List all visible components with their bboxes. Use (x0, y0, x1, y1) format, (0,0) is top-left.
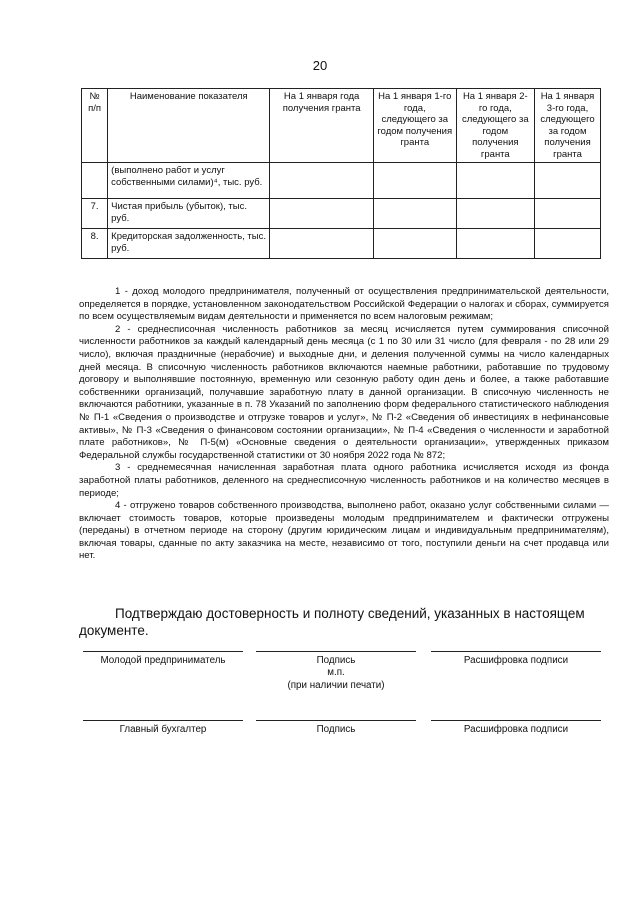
row-number: 8. (82, 229, 108, 259)
decryption-label: Расшифровка подписи (463, 655, 569, 666)
entrepreneur-label: Молодой предприниматель (100, 655, 226, 666)
header-indicator-name: Наименование показателя (108, 89, 270, 163)
row-number: 7. (82, 199, 108, 229)
decryption-line-2 (431, 720, 601, 721)
value-cell (373, 163, 456, 199)
footnote-2: 2 - среднесписочная численность работников за месяц исчисляется путем суммирования списочной численности работников за каждый календарный день месяца (с 1 по 30 или 31 число (для февраля - по 28 или 29 число), включая праздничные (нерабочие) и выходные дни, и деления полученной суммы на число календарных дней месяца. В списочную численность работников включаются наемные работники, работавшие по трудовому договору и выполнявшие постоянную, временную или сезонную работу один день и более, а также работавшие собственники организаций, получавшие заработную плату в данной организации. В списочную численность не включаются работники, указанные в п. 78 Указаний по заполнению форм федерального статистического наблюдения № П-1 «Сведения о производстве и отгрузке товаров и услуг», № П-2 «Сведения об инвестициях в нефинансовые активы», № П-3 «Сведения о финансовом состоянии организации», № П-4 «Сведения о численности и заработной плате работников», № П-5(м) «Основные сведения о деятельности организации», утвержденных приказом Федеральной службы государственной статистики от 30 ноября 2022 года № 872; (79, 323, 609, 461)
value-cell (373, 229, 456, 259)
value-cell (456, 199, 534, 229)
confirmation-statement: Подтверждаю достоверность и полноту сведений, указанных в настоящем документе. (79, 606, 585, 638)
value-cell (535, 199, 601, 229)
row-number (82, 163, 108, 199)
table-row (82, 229, 601, 259)
header-grant-year: На 1 января года получения гранта (270, 89, 374, 163)
header-year-1: На 1 января 1-го года, следующего за годом получения гранта (373, 89, 456, 163)
header-number: № п/п (82, 89, 108, 163)
value-cell (373, 199, 456, 229)
table-row (82, 199, 601, 229)
stamp-note: (при наличии печати) (287, 680, 385, 691)
header-year-2: На 1 января 2-го года, следующего за годом получения гранта (456, 89, 534, 163)
table-row (82, 163, 601, 199)
signature-label: Подпись (316, 655, 356, 666)
value-cell (270, 163, 374, 199)
value-cell (270, 199, 374, 229)
value-cell (270, 229, 374, 259)
value-cell (535, 229, 601, 259)
accountant-label: Главный бухгалтер (119, 724, 207, 735)
signature-line (256, 651, 416, 652)
signature-line-2 (256, 720, 416, 721)
value-cell (535, 163, 601, 199)
stamp-label: м.п. (327, 667, 345, 678)
row-indicator-name: Кредиторская задолженность, тыс. руб. (108, 229, 270, 259)
decryption-line (431, 651, 601, 652)
accountant-line (83, 720, 243, 721)
value-cell (456, 163, 534, 199)
row-indicator-name: (выполнено работ и услуг собственными силами)⁴, тыс. руб. (108, 163, 270, 199)
signature-label-2: Подпись (316, 724, 356, 735)
footnote-4: 4 - отгружено товаров собственного производства, выполнено работ, оказано услуг собственными силами — включает стоимость товаров, которые произведены молодым предпринимателем и фактически отгружены (переданы) в отчетном периоде на сторону (другим юридическим лицам и индивидуальным предпринимателям), включая товары, сданные по акту заказчика на месте, независимо от того, поступили деньги на счет продавца или нет. (79, 500, 609, 562)
indicators-table (81, 88, 601, 259)
row-indicator-name: Чистая прибыль (убыток), тыс. руб. (108, 199, 270, 229)
decryption-label-2: Расшифровка подписи (463, 724, 569, 735)
page-number: 20 (312, 58, 328, 73)
value-cell (456, 229, 534, 259)
footnotes (79, 286, 609, 563)
footnote-1: 1 - доход молодого предпринимателя, полученный от осуществления предпринимательской деятельности, определяется в порядке, установленном законодательством Российской Федерации о налогах и сборах, суммируется по всем осуществляемым видам деятельности и применяется по всем налоговым режимам; (79, 286, 609, 323)
footnote-3: 3 - среднемесячная начисленная заработная плата одного работника исчисляется исходя из фонда заработной платы работников, деленного на среднесписочную численность работников и на количество месяцев в периоде; (79, 462, 609, 499)
table-header-row (82, 89, 601, 163)
entrepreneur-line (83, 651, 243, 652)
header-year-3: На 1 января 3-го года, следующего за годом получения гранта (535, 89, 601, 163)
